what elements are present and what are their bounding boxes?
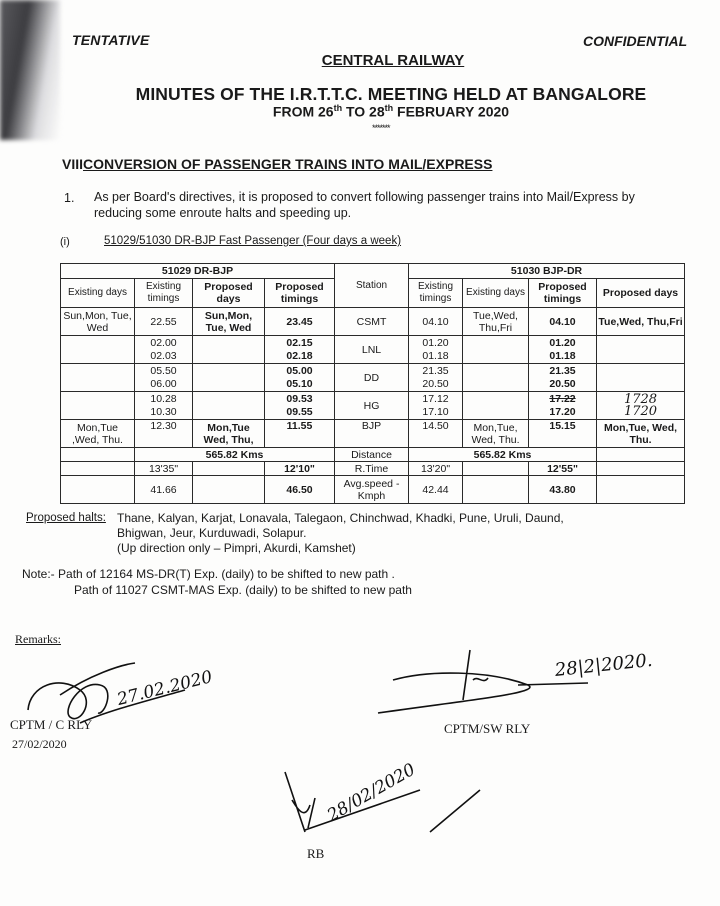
table-row [61, 392, 685, 420]
date-month: FEBRUARY 2020 [393, 103, 510, 120]
cell: Tue,Wed, Thu,Fri [597, 308, 685, 336]
departure-time: 10.30 [150, 405, 177, 418]
arrival-time: 09.53 [286, 393, 313, 405]
halts-line: Bhigwan, Jeur, Kurduwadi, Solapur. [117, 526, 307, 540]
station-cell: CSMT [335, 308, 409, 336]
station-cell: BJP [335, 420, 409, 448]
station-header: Station [335, 264, 409, 308]
col-header: Existing timings [409, 279, 463, 308]
cell: 14.50 [409, 420, 463, 448]
col-header: Proposed days [193, 279, 265, 308]
cell: Mon,Tue, Wed, Thu. [597, 420, 685, 448]
organization-heading [0, 52, 720, 69]
avg-speed-row [61, 476, 685, 504]
halts-line: Thane, Kalyan, Karjat, Lonavala, Talegaon, Chinchwad, Khadki, Pune, Uruli, Daund, [117, 511, 564, 525]
arrival-time: 21.35 [422, 365, 449, 377]
struck-arrival-time: 17.22 [549, 393, 576, 405]
cell [409, 364, 463, 392]
col-header: Proposed timings [265, 279, 335, 308]
paragraph-number: 1. [64, 191, 75, 205]
cell [463, 392, 529, 420]
handwritten-date: 27.02.2020 [115, 667, 215, 710]
cell [409, 336, 463, 364]
cell: Tue,Wed, Thu,Fri [463, 308, 529, 336]
signatory-date: 27/02/2020 [12, 737, 67, 751]
halts-up-direction: (Up direction only – Pimpri, Akurdi, Kamshet) [117, 541, 356, 555]
col-header: Existing days [463, 279, 529, 308]
cell [463, 476, 529, 504]
cell: Mon,Tue Wed, Thu, [193, 420, 265, 448]
table-row [61, 420, 685, 448]
arrival-time: 02.00 [150, 337, 177, 349]
left-train-header: 51029 DR-BJP [61, 264, 335, 279]
section-number: VIII [62, 156, 84, 172]
cell [409, 392, 463, 420]
col-header: Existing days [61, 279, 135, 308]
cell [463, 462, 529, 476]
handwritten-date: 28/02/2020 [324, 759, 419, 826]
date-to: TO 28 [342, 103, 385, 120]
departure-time: 01.18 [549, 349, 576, 362]
arrival-time: 01.20 [422, 337, 449, 349]
arrival-time: 05.00 [286, 365, 313, 377]
arrival-time: 01.20 [549, 337, 576, 349]
sub-item-number: (i) [60, 236, 70, 248]
halts-label: Proposed halts: [26, 512, 106, 524]
departure-time: 17.20 [549, 405, 576, 418]
cell: 12'10" [265, 462, 335, 476]
cell: 46.50 [265, 476, 335, 504]
cell [597, 364, 685, 392]
cell [135, 364, 193, 392]
handwritten-departure: 1720 [623, 403, 658, 419]
cell: 12'55" [529, 462, 597, 476]
row-label: Avg.speed -Kmph [335, 476, 409, 504]
station-cell: HG [335, 392, 409, 420]
departure-time: 02.18 [286, 349, 313, 362]
document-dates [0, 103, 720, 120]
confidential-tag: CONFIDENTIAL [583, 33, 688, 49]
handwritten-date: 28|2|2020. [553, 649, 654, 681]
cell [61, 476, 135, 504]
cell [61, 364, 135, 392]
remarks-label: Remarks: [15, 632, 61, 646]
handwritten-correction [597, 392, 685, 420]
cell [529, 336, 597, 364]
organization-name: CENTRAL RAILWAY [321, 52, 465, 69]
departure-time: 06.00 [150, 377, 177, 390]
cell [529, 392, 597, 420]
note-line: Note:- Path of 12164 MS-DR(T) Exp. (daily) to be shifted to new path . [22, 567, 395, 581]
table-row [61, 336, 685, 364]
cell [135, 336, 193, 364]
ordinal-suffix: th [384, 103, 394, 113]
signatory-designation: CPTM/SW RLY [444, 721, 531, 736]
cell [61, 392, 135, 420]
section-heading [62, 156, 492, 172]
cell [529, 364, 597, 392]
station-cell: DD [335, 364, 409, 392]
cell: Mon,Tue, Wed, Thu. [463, 420, 529, 448]
cell [193, 392, 265, 420]
cell [265, 336, 335, 364]
row-label: R.Time [335, 462, 409, 476]
cell [61, 448, 135, 462]
cell [463, 364, 529, 392]
document-title: MINUTES OF THE I.R.T.T.C. MEETING HELD AT BANGALORE [135, 84, 647, 104]
departure-time: 17.10 [422, 405, 449, 418]
ordinal-suffix: th [333, 103, 343, 113]
cell: 43.80 [529, 476, 597, 504]
departure-time: 20.50 [549, 377, 576, 390]
cell: 42.44 [409, 476, 463, 504]
paragraph-text: As per Board's directives, it is proposed to convert following passenger trains into Mail/Express by reducing some enroute halts and speeding up. [94, 190, 635, 220]
cell [265, 392, 335, 420]
separator: ******* [372, 123, 390, 133]
departure-time: 02.03 [150, 349, 177, 362]
cell: 13'20" [409, 462, 463, 476]
cell [265, 364, 335, 392]
table-row [61, 308, 685, 336]
cell [61, 462, 135, 476]
cell [597, 448, 685, 462]
cell: 41.66 [135, 476, 193, 504]
cell [193, 462, 265, 476]
arrival-time: 10.28 [150, 393, 177, 405]
signatory-designation: RB [307, 846, 325, 861]
cell [597, 336, 685, 364]
departure-time: 05.10 [286, 377, 313, 390]
cell [61, 336, 135, 364]
station-cell: LNL [335, 336, 409, 364]
signatory-designation: CPTM / C RLY [10, 717, 93, 732]
date-from: FROM 26 [272, 103, 334, 120]
cell: 15.15 [529, 420, 597, 448]
cell [597, 476, 685, 504]
cell: Sun,Mon, Tue, Wed [61, 308, 135, 336]
cell: 13'35" [135, 462, 193, 476]
departure-time: 01.18 [422, 349, 449, 362]
cell: 23.45 [265, 308, 335, 336]
note-line: Path of 11027 CSMT-MAS Exp. (daily) to be shifted to new path [74, 583, 412, 597]
left-distance: 565.82 Kms [135, 448, 335, 462]
sub-item-title: 51029/51030 DR-BJP Fast Passenger (Four days a week) [104, 235, 402, 247]
arrival-time: 02.15 [286, 337, 313, 349]
cell: 22.55 [135, 308, 193, 336]
row-label: Distance [335, 448, 409, 462]
departure-time: 20.50 [422, 377, 449, 390]
col-header: Existing timings [135, 279, 193, 308]
cell [135, 392, 193, 420]
cell [463, 336, 529, 364]
distance-row [61, 448, 685, 462]
halts-list [117, 511, 677, 556]
arrival-time: 17.12 [422, 393, 449, 405]
right-train-header: 51030 BJP-DR [409, 264, 685, 279]
timetable [60, 263, 685, 504]
running-time-row [61, 462, 685, 476]
departure-time: 09.55 [286, 405, 313, 418]
cell: Mon,Tue ,Wed, Thu. [61, 420, 135, 448]
train-header-row [61, 264, 685, 279]
section-title: CONVERSION OF PASSENGER TRAINS INTO MAIL/EXPRESS [83, 156, 493, 172]
cell: 04.10 [409, 308, 463, 336]
cell [193, 336, 265, 364]
cell [193, 364, 265, 392]
handwritten-arrival: 1728 [623, 391, 658, 407]
arrival-time: 21.35 [549, 365, 576, 377]
col-header: Proposed days [597, 279, 685, 308]
tentative-tag: TENTATIVE [72, 32, 150, 48]
arrival-time: 05.50 [150, 365, 177, 377]
cell [597, 462, 685, 476]
right-distance: 565.82 Kms [409, 448, 597, 462]
col-header: Proposed timings [529, 279, 597, 308]
cell: Sun,Mon, Tue, Wed [193, 308, 265, 336]
cell: 12.30 [135, 420, 193, 448]
cell: 11.55 [265, 420, 335, 448]
cell [193, 476, 265, 504]
table-row [61, 364, 685, 392]
signature-cptm-swr [368, 645, 568, 715]
cell: 04.10 [529, 308, 597, 336]
